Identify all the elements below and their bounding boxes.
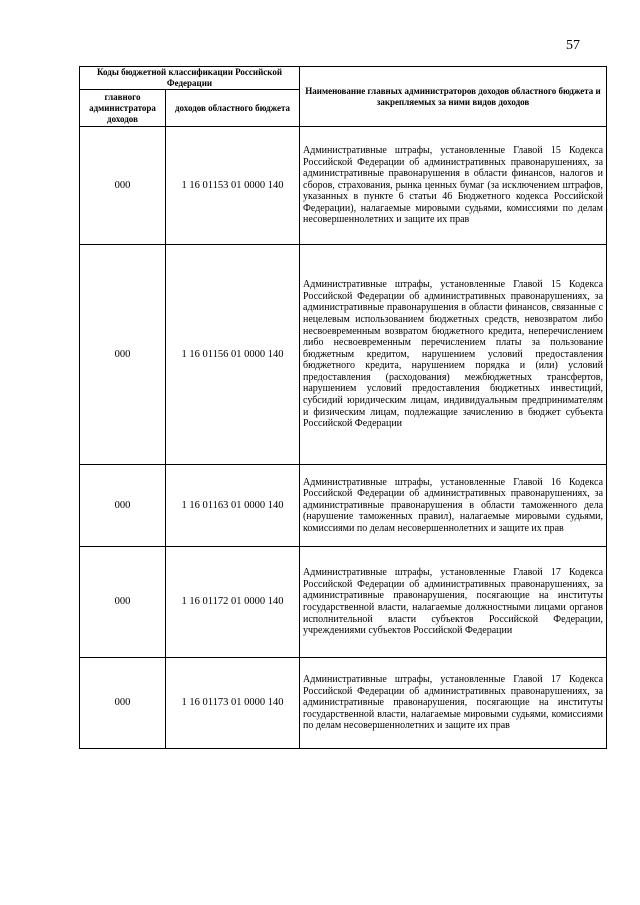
- income-code-cell: 1 16 01172 01 0000 140: [166, 547, 300, 658]
- income-description-cell: Административные штрафы, установленные Главой 15 Кодекса Российской Федерации об административных правонарушениях, за административные правонарушения в области финансов, налогов и сборов, страхования, рынка ценных бумаг (за исключением штрафов, указанных в пункте 6 статьи 46 Бюджетного кодекса Российской Федерации), налагаемые мировыми судьями, комиссиями по делам несовершеннолетних и защите их прав: [300, 127, 607, 245]
- income-code-header: доходов областного бюджета: [166, 90, 300, 127]
- income-description-cell: Административные штрафы, установленные Главой 17 Кодекса Российской Федерации об административных правонарушениях, за административные правонарушения, посягающие на институты государственной власти, налагаемые мировыми судьями, комиссиями по делам несовершеннолетних и защите их прав: [300, 658, 607, 749]
- admin-code-header: главного администратора доходов: [80, 90, 166, 127]
- income-code-cell: 1 16 01156 01 0000 140: [166, 245, 300, 465]
- table-row: [80, 658, 607, 749]
- table-row: [80, 547, 607, 658]
- income-description-cell: Административные штрафы, установленные Главой 16 Кодекса Российской Федерации об административных правонарушениях, за административные правонарушения в области таможенного дела (нарушение таможенных правил), налагаемые мировыми судьями, комиссиями по делам несовершеннолетних и защите их прав: [300, 465, 607, 547]
- admin-code-cell: 000: [80, 465, 166, 547]
- table-row: [80, 245, 607, 465]
- table-row: [80, 465, 607, 547]
- income-code-cell: 1 16 01153 01 0000 140: [166, 127, 300, 245]
- table-row: [80, 127, 607, 245]
- income-code-cell: 1 16 01163 01 0000 140: [166, 465, 300, 547]
- income-description-cell: Административные штрафы, установленные Главой 15 Кодекса Российской Федерации об административных правонарушениях, за административные правонарушения в области финансов, связанные с нецелевым использованием бюджетных средств, невозвратом либо несвоевременным возвратом бюджетного кредита, неперечислением либо несвоевременным перечислением платы за пользование бюджетным кредитом, нарушением условий предоставления бюджетного кредита, нарушением порядка и (или) условий предоставления (расходования) межбюджетных трансфертов, нарушением условий предоставления бюджетных инвестиций, субсидий юридическим лицам, индивидуальным предпринимателям и физическим лицам, подлежащие зачислению в бюджет субъекта Российской Федерации: [300, 245, 607, 465]
- admin-code-cell: 000: [80, 547, 166, 658]
- admin-code-cell: 000: [80, 658, 166, 749]
- income-code-cell: 1 16 01173 01 0000 140: [166, 658, 300, 749]
- codes-header: Коды бюджетной классификации Российской Федерации: [80, 67, 300, 90]
- admin-code-cell: 000: [80, 245, 166, 465]
- income-description-cell: Административные штрафы, установленные Главой 17 Кодекса Российской Федерации об административных правонарушениях, за административные правонарушения, посягающие на институты государственной власти, налагаемые должностными лицами органов исполнительной власти субъектов Российской Федерации, учреждениями субъектов Российской Федерации: [300, 547, 607, 658]
- admin-code-cell: 000: [80, 127, 166, 245]
- page-number: 57: [566, 38, 580, 53]
- name-header: Наименование главных администраторов доходов областного бюджета и закрепляемых за ними видов доходов: [300, 67, 607, 127]
- budget-classification-table: [79, 66, 607, 749]
